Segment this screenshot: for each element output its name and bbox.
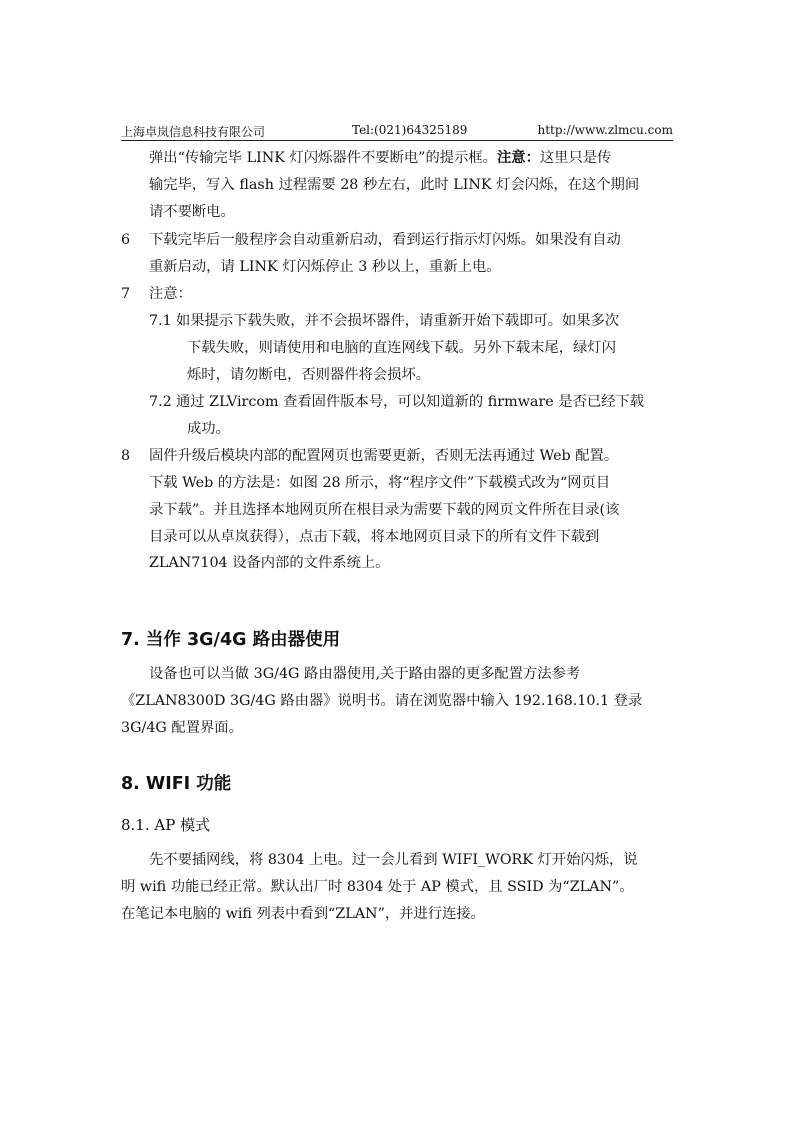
item6-number: 6 (121, 232, 131, 248)
page-header (121, 120, 673, 140)
section7-para-line-1: 设备也可以当做 3G/4G 路由器使用,关于路由器的更多配置方法参考 (149, 666, 581, 682)
item7-2-line-1: 通过 ZLVircom 查看固件版本号，可以知道新的 firmware 是否已经下载 (176, 394, 645, 410)
section7-para-line-2: 《ZLAN8300D 3G/4G 路由器》说明书。请在浏览器中输入 192.168.10.1 登录 (121, 693, 643, 709)
item8-line-3: 录下载”。并且选择本地网页所在根目录为需要下载的网页文件所在目录(该 (149, 502, 620, 518)
item8-line-1: 固件升级后模块内部的配置网页也需要更新，否则无法再通过 Web 配置。 (149, 448, 619, 464)
item5-line-3: 请不要断电。 (149, 204, 235, 220)
header-divider (121, 140, 673, 141)
item8-line-5: ZLAN7104 设备内部的文件系统上。 (149, 555, 390, 571)
section8-heading: 8. WIFI 功能 (121, 774, 232, 794)
section8-para-line-3: 在笔记本电脑的 wifi 列表中看到“ZLAN”，并进行连接。 (121, 906, 485, 922)
header-url: http://www.zlmcu.com (537, 123, 673, 137)
header-company: 上海卓岚信息科技有限公司 (121, 125, 266, 139)
item7-1-line-1: 如果提示下载失败，并不会损坏器件，请重新开始下载即可。如果多次 (176, 313, 620, 329)
item8-line-4: 目录可以从卓岚获得），点击下载，将本地网页目录下的所有文件下载到 (149, 529, 600, 545)
item5-text-tail: 这里只是传 (539, 150, 612, 166)
item5-line-2: 输完毕，写入 flash 过程需要 28 秒左右，此时 LINK 灯会闪烁，在这个期间 (149, 177, 640, 193)
item8-number: 8 (121, 448, 131, 464)
section8-1-heading: 8.1. AP 模式 (121, 816, 211, 834)
item5-line-1 (149, 148, 611, 168)
item7-2-line-2: 成功。 (187, 421, 230, 437)
item6-line-2: 重新启动，请 LINK 灯闪烁停止 3 秒以上，重新上电。 (149, 259, 501, 275)
item7-2-number: 7.2 (149, 394, 172, 410)
header-tel: Tel:(021)64325189 (352, 123, 468, 137)
item7-number: 7 (121, 286, 131, 302)
item7-1-line-3: 烁时，请勿断电，否则器件将会损坏。 (187, 367, 431, 383)
item7-1-number: 7.1 (149, 313, 172, 329)
item7-line-1: 注意： (149, 286, 192, 302)
section8-para-line-2: 明 wifi 功能已经正常。默认出厂时 8304 处于 AP 模式，且 SSID 为“ZLAN”。 (121, 879, 634, 895)
section7-heading: 7. 当作 3G/4G 路由器使用 (121, 630, 341, 650)
item6-line-1: 下载完毕后一般程序会自动重新启动，看到运行指示灯闪烁。如果没有自动 (149, 232, 621, 248)
section8-para-line-1: 先不要插网线，将 8304 上电。过一会儿看到 WIFI_WORK 灯开始闪烁，说 (149, 852, 638, 868)
item7-1-line-2: 下载失败，则请使用和电脑的直连网线下载。另外下载末尾，绿灯闪 (187, 340, 616, 356)
item8-line-2: 下载 Web 的方法是：如图 28 所示，将“程序文件”下载模式改为“网页目 (149, 475, 611, 491)
section7-para-line-3: 3G/4G 配置界面。 (121, 720, 243, 736)
item5-note-label: 注意： (496, 150, 540, 166)
item5-text: 弹出“传输完毕 LINK 灯闪烁器件不要断电”的提示框。 (149, 150, 497, 166)
